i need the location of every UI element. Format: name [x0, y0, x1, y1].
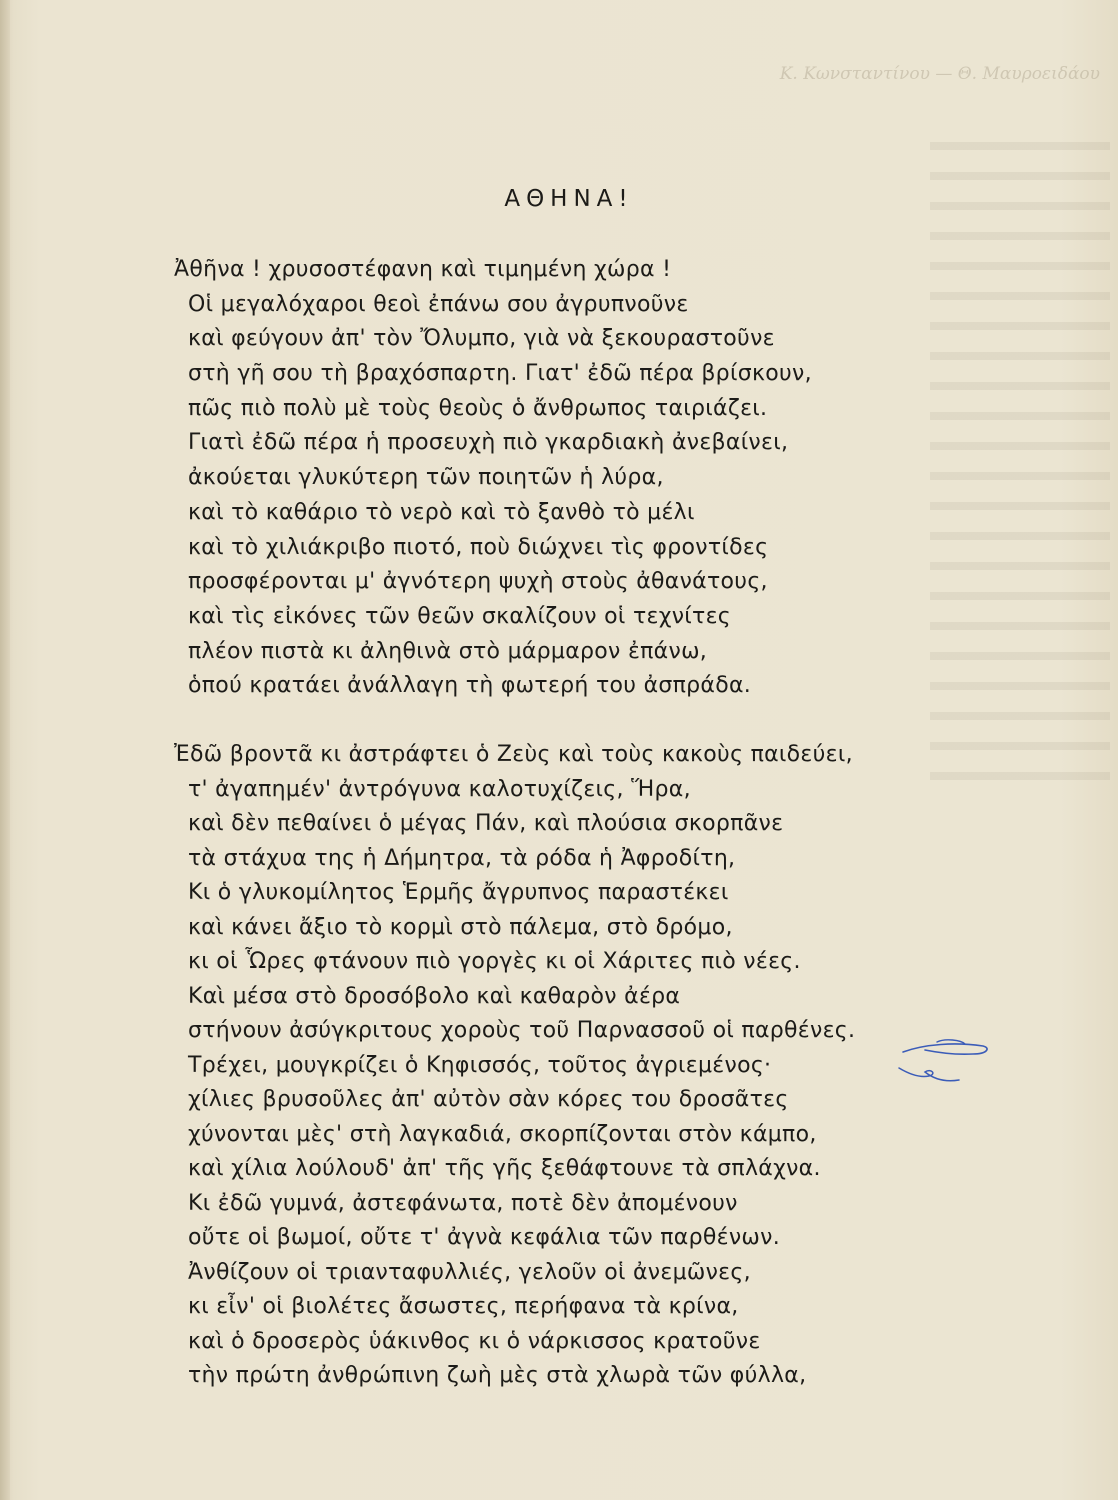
- poem-title: ΑΘΗΝΑ!: [504, 186, 634, 212]
- poem-line: τὴν πρώτη ἀνθρώπινη ζωὴ μὲς στὰ χλωρὰ τῶν φύλλα,: [188, 1363, 807, 1388]
- poem-line: τὰ στάχυα της ἡ Δήμητρα, τὰ ρόδα ἡ Ἀφροδίτη,: [188, 845, 736, 871]
- poem-line: καὶ τὶς εἰκόνες τῶν θεῶν σκαλίζουν οἱ τεχνίτες: [188, 603, 731, 629]
- poem-line: χίλιες βρυσοῦλες ἀπ' αὐτὸν σὰν κόρες του δροσᾶτες: [188, 1087, 789, 1112]
- poem-line: ὁπού κρατάει ἀνάλλαγη τὴ φωτερή του ἀσπράδα.: [188, 673, 752, 699]
- poem-line: κι εἶν' οἱ βιολέτες ἄσωστες, περήφανα τὰ κρίνα,: [188, 1294, 739, 1319]
- show-through-text: [930, 120, 1110, 800]
- poem-line: Καὶ μέσα στὸ δροσόβολο καὶ καθαρὸν ἀέρα: [188, 983, 681, 1009]
- poem-line: ἀκούεται γλυκύτερη τῶν ποιητῶν ἡ λύρα,: [188, 465, 664, 491]
- poem-line: Ἀθῆνα ! χρυσοστέφανη καὶ τιμημένη χώρα !: [174, 257, 672, 282]
- poem-line: τ' ἀγαπημέν' ἀντρόγυνα καλοτυχίζεις, Ἥρα,: [188, 776, 691, 802]
- poem-line: κι οἱ Ὧρες φτάνουν πιὸ γοργὲς κι οἱ Χάριτες πιὸ νέες.: [188, 949, 801, 974]
- poem-line: Ἀνθίζουν οἱ τριανταφυλλιές, γελοῦν οἱ ἀνεμῶνες,: [188, 1259, 751, 1285]
- poem-line: οὔτε οἱ βωμοί, οὔτε τ' ἀγνὰ κεφάλια τῶν παρθένων.: [188, 1225, 781, 1250]
- poem-line: Κι ὁ γλυκομίλητος Ἑρμῆς ἄγρυπνος παραστέκει: [188, 880, 729, 905]
- handwritten-pen-mark: [895, 1028, 995, 1088]
- poem-line: καὶ δὲν πεθαίνει ὁ μέγας Πάν, καὶ πλούσια σκορπᾶνε: [188, 811, 784, 836]
- poem-line: καὶ κάνει ἄξιο τὸ κορμὶ στὸ πάλεμα, στὸ δρόμο,: [188, 914, 733, 940]
- poem-line: Ἐδῶ βροντᾶ κι ἀστράφτει ὁ Ζεὺς καὶ τοὺς κακοὺς παιδεύει,: [174, 742, 853, 767]
- poem-line: καὶ φεύγουν ἀπ' τὸν Ὄλυμπο, γιὰ νὰ ξεκουραστοῦνε: [188, 326, 775, 352]
- poem-line: πῶς πιὸ πολὺ μὲ τοὺς θεοὺς ὁ ἄνθρωπος ταιριάζει.: [188, 395, 768, 421]
- binding-edge: [0, 0, 10, 1500]
- poem-line: πλέον πιστὰ κι ἀληθινὰ στὸ μάρμαρον ἐπάνω,: [188, 638, 708, 664]
- poem-line: καὶ ὁ δροσερὸς ὑάκινθος κι ὁ νάρκισσος κρατοῦνε: [188, 1328, 761, 1354]
- poem-line: προσφέρονται μ' ἀγνότερη ψυχὴ στοὺς ἀθανάτους,: [188, 569, 768, 595]
- poem-line: Τρέχει, μουγκρίζει ὁ Κηφισσός, τοῦτος ἀγριεμένος·: [188, 1052, 772, 1078]
- poem-line: καὶ τὸ καθάριο τὸ νερὸ καὶ τὸ ξανθὸ τὸ μέλι: [188, 499, 695, 525]
- stanza-1: [174, 253, 812, 704]
- poem-line: καὶ χίλια λούλουδ' ἀπ' τῆς γῆς ξεθάφτουνε τὰ σπλάχνα.: [188, 1156, 821, 1181]
- poem-line: στήνουν ἀσύγκριτους χοροὺς τοῦ Παρνασσοῦ οἱ παρθένες.: [188, 1018, 856, 1043]
- poem-line: Οἱ μεγαλόχαροι θεοὶ ἐπάνω σου ἀγρυπνοῦνε: [188, 291, 689, 317]
- show-through-header: Κ. Κωνσταντίνου — Θ. Μαυροειδάου: [779, 64, 1100, 84]
- poem-line: καὶ τὸ χιλιάκριβο πιοτό, ποὺ διώχνει τὶς φροντίδες: [188, 534, 769, 560]
- poem-line: στὴ γῆ σου τὴ βραχόσπαρτη. Γιατ' ἐδῶ πέρα βρίσκουν,: [188, 361, 812, 387]
- poem-line: Κι ἐδῶ γυμνά, ἀστεφάνωτα, ποτὲ δὲν ἀπομένουν: [188, 1190, 738, 1216]
- poem-line: χύνονται μὲς' στὴ λαγκαδιά, σκορπίζονται στὸν κάμπο,: [188, 1121, 817, 1147]
- stanza-2: [174, 738, 856, 1394]
- poem-line: Γιατὶ ἐδῶ πέρα ἡ προσευχὴ πιὸ γκαρδιακὴ ἀνεβαίνει,: [188, 430, 789, 456]
